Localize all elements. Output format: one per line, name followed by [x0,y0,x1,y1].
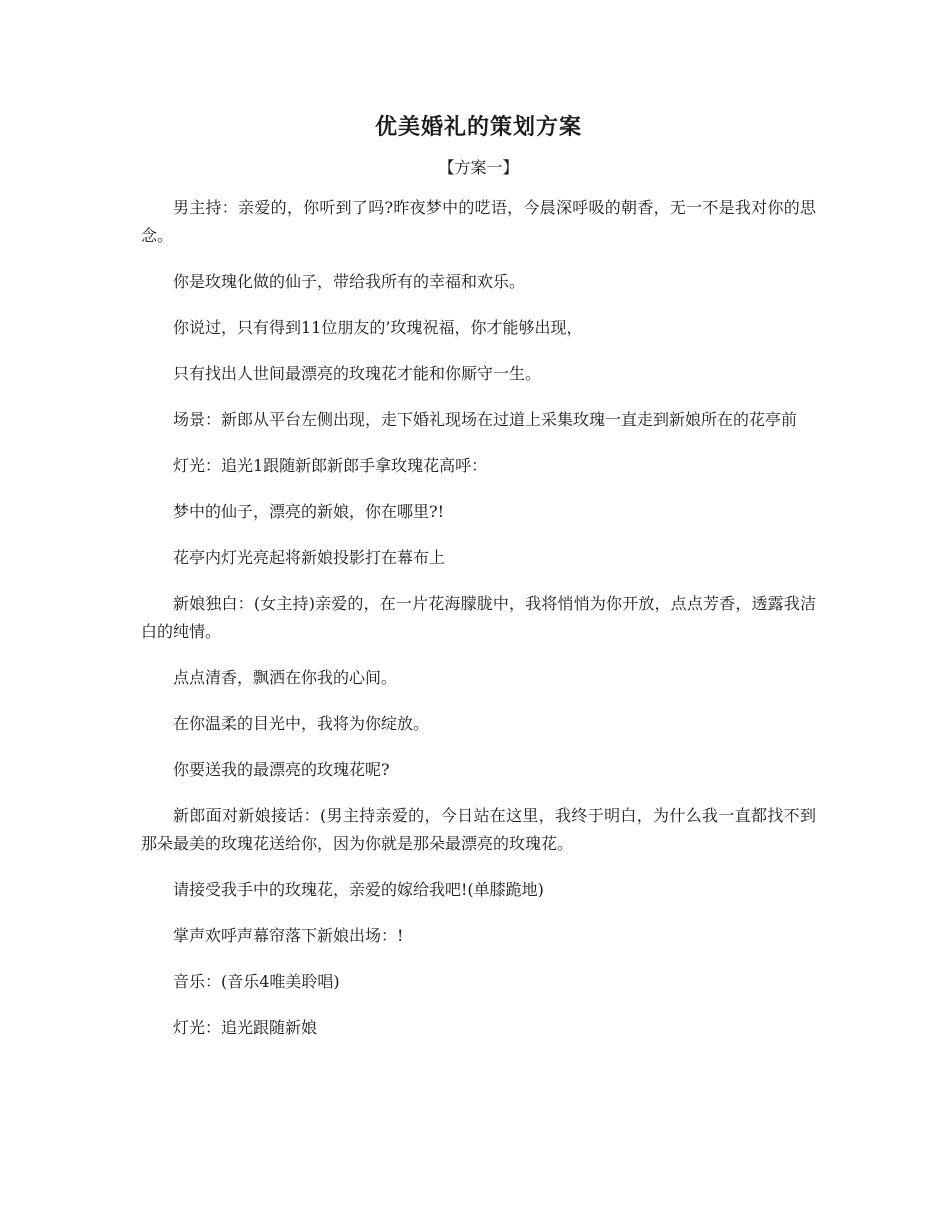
paragraph-2: 你是玫瑰化做的仙子，带给我所有的幸福和欢乐。 [173,272,526,291]
paragraph-9: 新娘独白：(女主持)亲爱的，在一片花海朦胧中，我将悄悄为你开放，点点芳香，透露我洁白的纯情。 [141,594,816,641]
paragraph-11: 在你温柔的目光中，我将为你绽放。 [173,714,430,733]
document-page [141,112,816,1060]
paragraph-17: 灯光：追光跟随新娘 [173,1018,318,1037]
paragraph-15: 掌声欢呼声幕帘落下新娘出场：! [173,926,404,945]
paragraph-3: 你说过，只有得到11位朋友的’玫瑰祝福，你才能够出现， [173,318,583,337]
paragraph-13: 新郎面对新娘接话：(男主持亲爱的，今日站在这里，我终于明白，为什么我一直都找不到那朵最美的玫瑰花送给你，因为你就是那朵最漂亮的玫瑰花。 [141,806,816,853]
document-subtitle: 【方案一】 [438,158,519,177]
paragraph-7: 梦中的仙子，漂亮的新娘，你在哪里?! [173,502,445,521]
paragraph-1: 男主持：亲爱的，你听到了吗?昨夜梦中的呓语，今晨深呼吸的朝香，无一不是我对你的思念。 [141,198,816,245]
paragraph-6: 灯光：追光1跟随新郎新郎手拿玫瑰花高呼： [173,456,488,475]
paragraph-8: 花亭内灯光亮起将新娘投影打在幕布上 [173,548,446,567]
paragraph-14: 请接受我手中的玫瑰花，亲爱的嫁给我吧!(单膝跪地) [173,880,544,899]
paragraph-16: 音乐：(音乐4唯美聆唱) [173,972,340,991]
document-title: 优美婚礼的策划方案 [374,114,582,140]
paragraph-5: 场景：新郎从平台左侧出现，走下婚礼现场在过道上采集玫瑰一直走到新娘所在的花亭前 [173,410,798,429]
paragraph-12: 你要送我的最漂亮的玫瑰花呢? [173,760,390,779]
paragraph-10: 点点清香，飘洒在你我的心间。 [173,668,398,687]
paragraph-4: 只有找出人世间最漂亮的玫瑰花才能和你厮守一生。 [173,364,542,383]
